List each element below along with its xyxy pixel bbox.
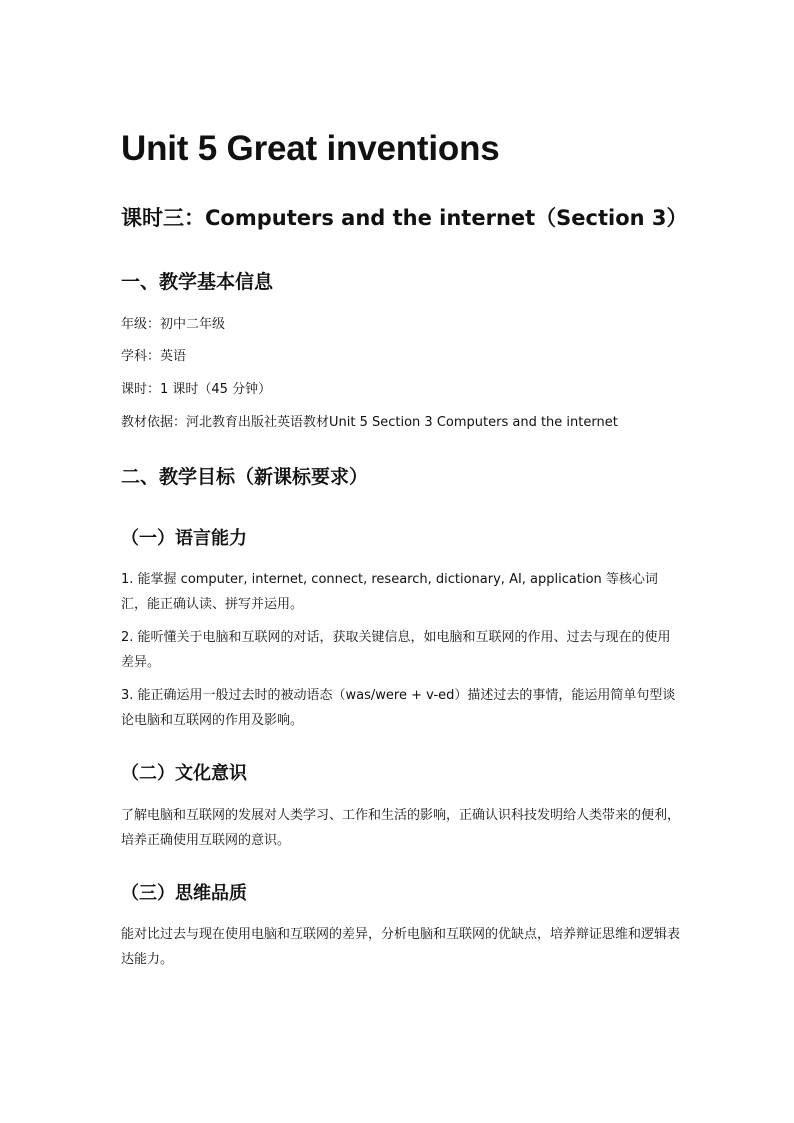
language-ability-heading: （一）语言能力 (121, 528, 247, 549)
document-title: Unit 5 Great inventions (121, 129, 500, 168)
language-item-3: 3. 能正确运用一般过去时的被动语态（was/were + v-ed）描述过去的事情，能运用简单句型谈论电脑和互联网的作用及影响。 (121, 688, 676, 728)
section-basic-info-heading: 一、教学基本信息 (121, 271, 274, 293)
section-objectives-heading: 二、教学目标（新课标要求） (121, 466, 369, 488)
info-period: 课时：1 课时（45 分钟） (121, 382, 272, 397)
language-item-1: 1. 能掌握 computer, internet, connect, research, dictionary, AI, application 等核心词汇，能正确认读、拼写并运用。 (121, 572, 658, 612)
language-item-2: 2. 能听懂关于电脑和互联网的对话，获取关键信息，如电脑和互联网的作用、过去与现在的使用差异。 (121, 630, 671, 670)
culture-awareness-text: 了解电脑和互联网的发展对人类学习、工作和生活的影响，正确认识科技发明给人类带来的便利，培养正确使用互联网的意识。 (121, 808, 681, 848)
info-subject: 学科：英语 (121, 349, 187, 364)
info-textbook: 教材依据：河北教育出版社英语教材Unit 5 Section 3 Computers and the internet (121, 415, 618, 430)
thinking-quality-heading: （三）思维品质 (121, 883, 247, 904)
thinking-quality-text: 能对比过去与现在使用电脑和互联网的差异，分析电脑和互联网的优缺点，培养辩证思维和逻辑表达能力。 (121, 927, 681, 967)
culture-awareness-heading: （二）文化意识 (121, 763, 247, 784)
info-grade: 年级：初中二年级 (121, 317, 226, 332)
lesson-subtitle: 课时三：Computers and the internet（Section 3） (121, 206, 688, 230)
